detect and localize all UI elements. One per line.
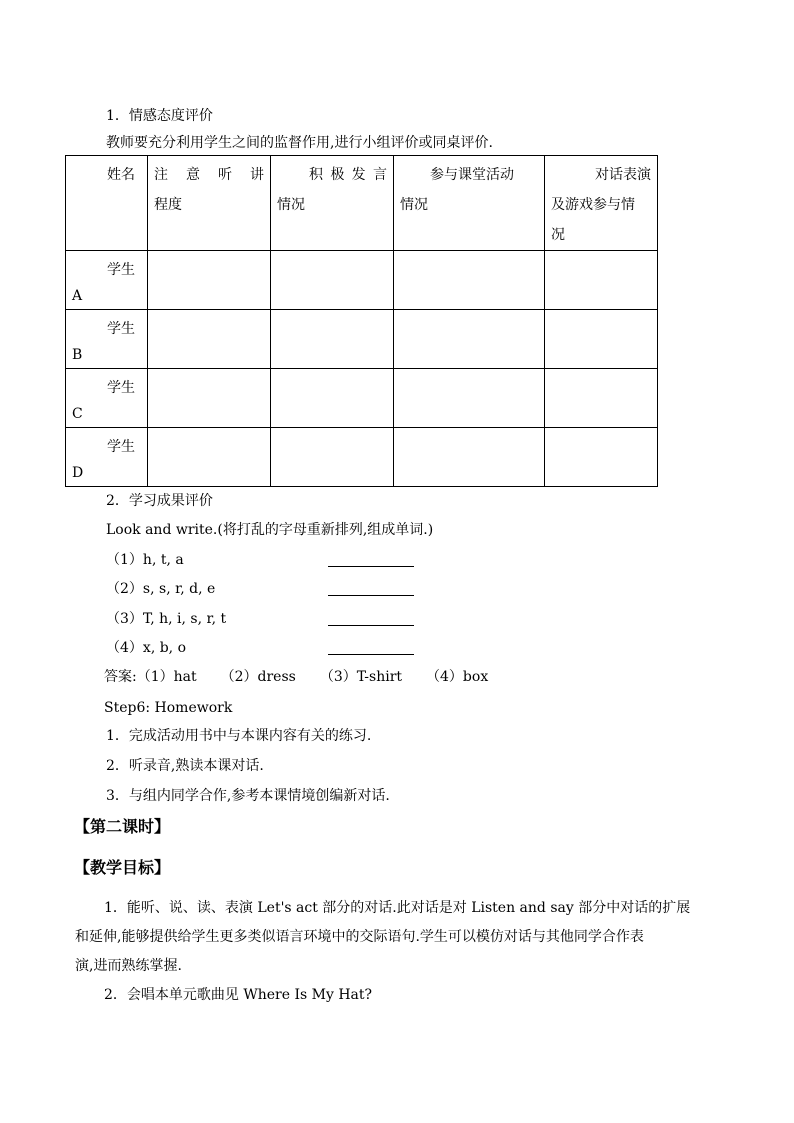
evaluation-table <box>65 155 658 487</box>
exercise-item-3: （3）T, h, i, s, r, t <box>106 611 227 627</box>
answer-3: （3）T-shirt <box>319 669 403 685</box>
goal1-line3: 演,进而熟练掌握. <box>75 958 182 974</box>
table-cell <box>394 251 545 310</box>
table-cell <box>394 369 545 428</box>
answer-blank-1 <box>328 552 414 571</box>
answer-blank-2 <box>328 581 414 600</box>
goal1-line1: 1．能听、说、读、表演 Let's act 部分的对话.此对话是对 Listen and say 部分中对话的扩展 <box>104 900 691 916</box>
table-row <box>66 251 658 310</box>
answer-blank-3 <box>328 611 414 630</box>
section2-heading: 2．学习成果评价 <box>106 493 213 509</box>
section1-intro: 教师要充分利用学生之间的监督作用,进行小组评价或同桌评价. <box>106 135 493 151</box>
student-label: 学生 C <box>66 369 148 428</box>
header-name: 姓名 <box>66 156 148 251</box>
homework-item-1: 1．完成活动用书中与本课内容有关的练习. <box>106 728 372 744</box>
homework-item-3: 3．与组内同学合作,参考本课情境创编新对话. <box>106 788 390 804</box>
table-cell <box>148 310 271 369</box>
table-cell <box>148 428 271 487</box>
homework-item-2: 2．听录音,熟读本课对话. <box>106 758 264 774</box>
answer-label: 答案: <box>104 669 137 685</box>
answer-blank-4 <box>328 640 414 659</box>
header-activity: 参与课堂活动 情况 <box>394 156 545 251</box>
answer-1: （1）hat <box>136 669 197 685</box>
section2-instruction: Look and write.(将打乱的字母重新排列,组成单词.) <box>106 522 434 538</box>
goal2: 2．会唱本单元歌曲见 Where Is My Hat? <box>104 987 373 1003</box>
table-cell <box>545 428 658 487</box>
table-header-row <box>66 156 658 251</box>
table-cell <box>148 251 271 310</box>
header-dialogue: 对话表演 及游戏参与情 况 <box>545 156 658 251</box>
answer-2: （2）dress <box>220 669 296 685</box>
table-row <box>66 369 658 428</box>
table-cell <box>545 369 658 428</box>
table-cell <box>271 310 394 369</box>
step6-title: Step6: Homework <box>104 700 233 716</box>
exercise-item-2: （2）s, s, r, d, e <box>106 581 216 597</box>
table-cell <box>394 310 545 369</box>
header-attention: 注 意 听 讲 程度 <box>148 156 271 251</box>
table-cell <box>271 251 394 310</box>
goals-title: 【教学目标】 <box>74 858 171 877</box>
table-cell <box>545 251 658 310</box>
student-label: 学生 D <box>66 428 148 487</box>
table-cell <box>271 428 394 487</box>
table-cell <box>545 310 658 369</box>
table-cell <box>394 428 545 487</box>
student-label: 学生 B <box>66 310 148 369</box>
section1-heading: 1．情感态度评价 <box>106 108 213 124</box>
answer-line <box>104 667 488 687</box>
goal1-line2: 和延伸,能够提供给学生更多类似语言环境中的交际语句.学生可以模仿对话与其他同学合作表 <box>75 929 644 945</box>
answer-4: （4）box <box>426 669 489 685</box>
exercise-item-4: （4）x, b, o <box>106 640 187 656</box>
table-row <box>66 428 658 487</box>
lesson2-title: 【第二课时】 <box>74 817 171 836</box>
table-cell <box>271 369 394 428</box>
header-speaking: 积 极 发 言 情况 <box>271 156 394 251</box>
table-row <box>66 310 658 369</box>
student-label: 学生 A <box>66 251 148 310</box>
table-cell <box>148 369 271 428</box>
exercise-item-1: （1）h, t, a <box>106 552 184 568</box>
